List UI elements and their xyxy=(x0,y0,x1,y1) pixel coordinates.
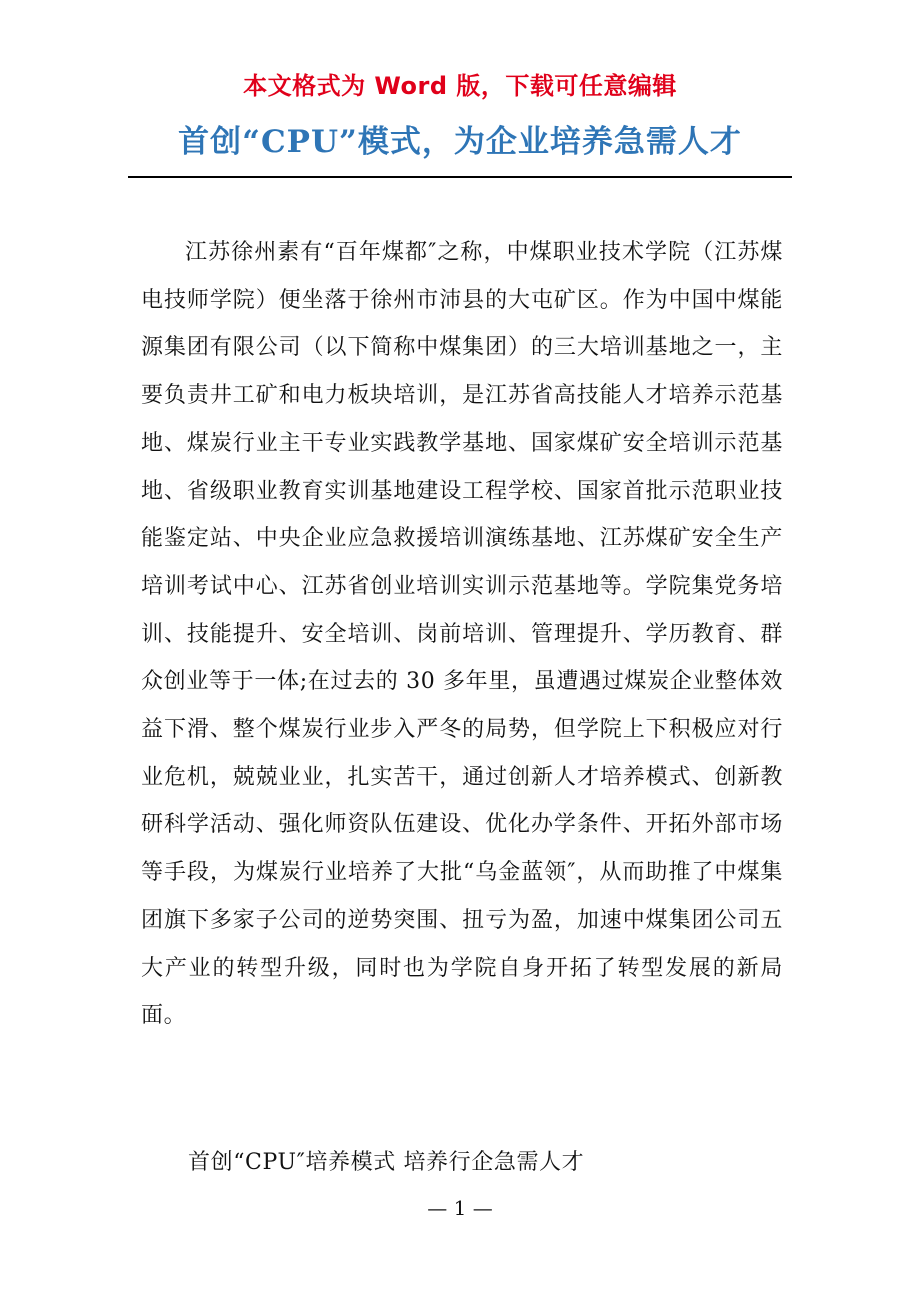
section-heading: 首创“CPU″培养模式 培养行企急需人才 xyxy=(188,1150,585,1175)
download-notice: 本文格式为 Word 版，下载可任意编辑 xyxy=(243,72,677,100)
body-paragraph: 江苏徐州素有“百年煤都″之称，中煤职业技术学院（江苏煤电技师学院）便坐落于徐州市沛县的大屯矿区。作为中国中煤能源集团有限公司（以下简称中煤集团）的三大培训基地之一，主要负责井工矿和电力板块培训，是江苏省高技能人才培养示范基地、煤炭行业主干专业实践教学基地、国家煤矿安全培训示范基地、省级职业教育实训基地建设工程学校、国家首批示范职业技能鉴定站、中央企业应急救援培训演练基地、江苏煤矿安全生产培训考试中心、江苏省创业培训实训示范基地等。学院集党务培训、技能提升、安全培训、岗前培训、管理提升、学历教育、群众创业等于一体;在过去的 30 多年里，虽遭遇过煤炭企业整体效益下滑、整个煤炭行业步入严冬的局势，但学院上下积极应对行业危机，兢兢业业，扎实苦干，通过创新人才培养模式、创新教研科学活动、强化师资队伍建设、优化办学条件、开拓外部市场等手段，为煤炭行业培养了大批“乌金蓝领″，从而助推了中煤集团旗下多家子公司的逆势突围、扭亏为盈，加速中煤集团公司五大产业的转型升级，同时也为学院自身开拓了转型发展的新局面。 xyxy=(141,240,783,1029)
page-number: — 1 — xyxy=(427,1196,493,1220)
title-divider xyxy=(128,176,792,178)
page-title: 首创“CPU”模式，为企业培养急需人才 xyxy=(178,124,742,160)
